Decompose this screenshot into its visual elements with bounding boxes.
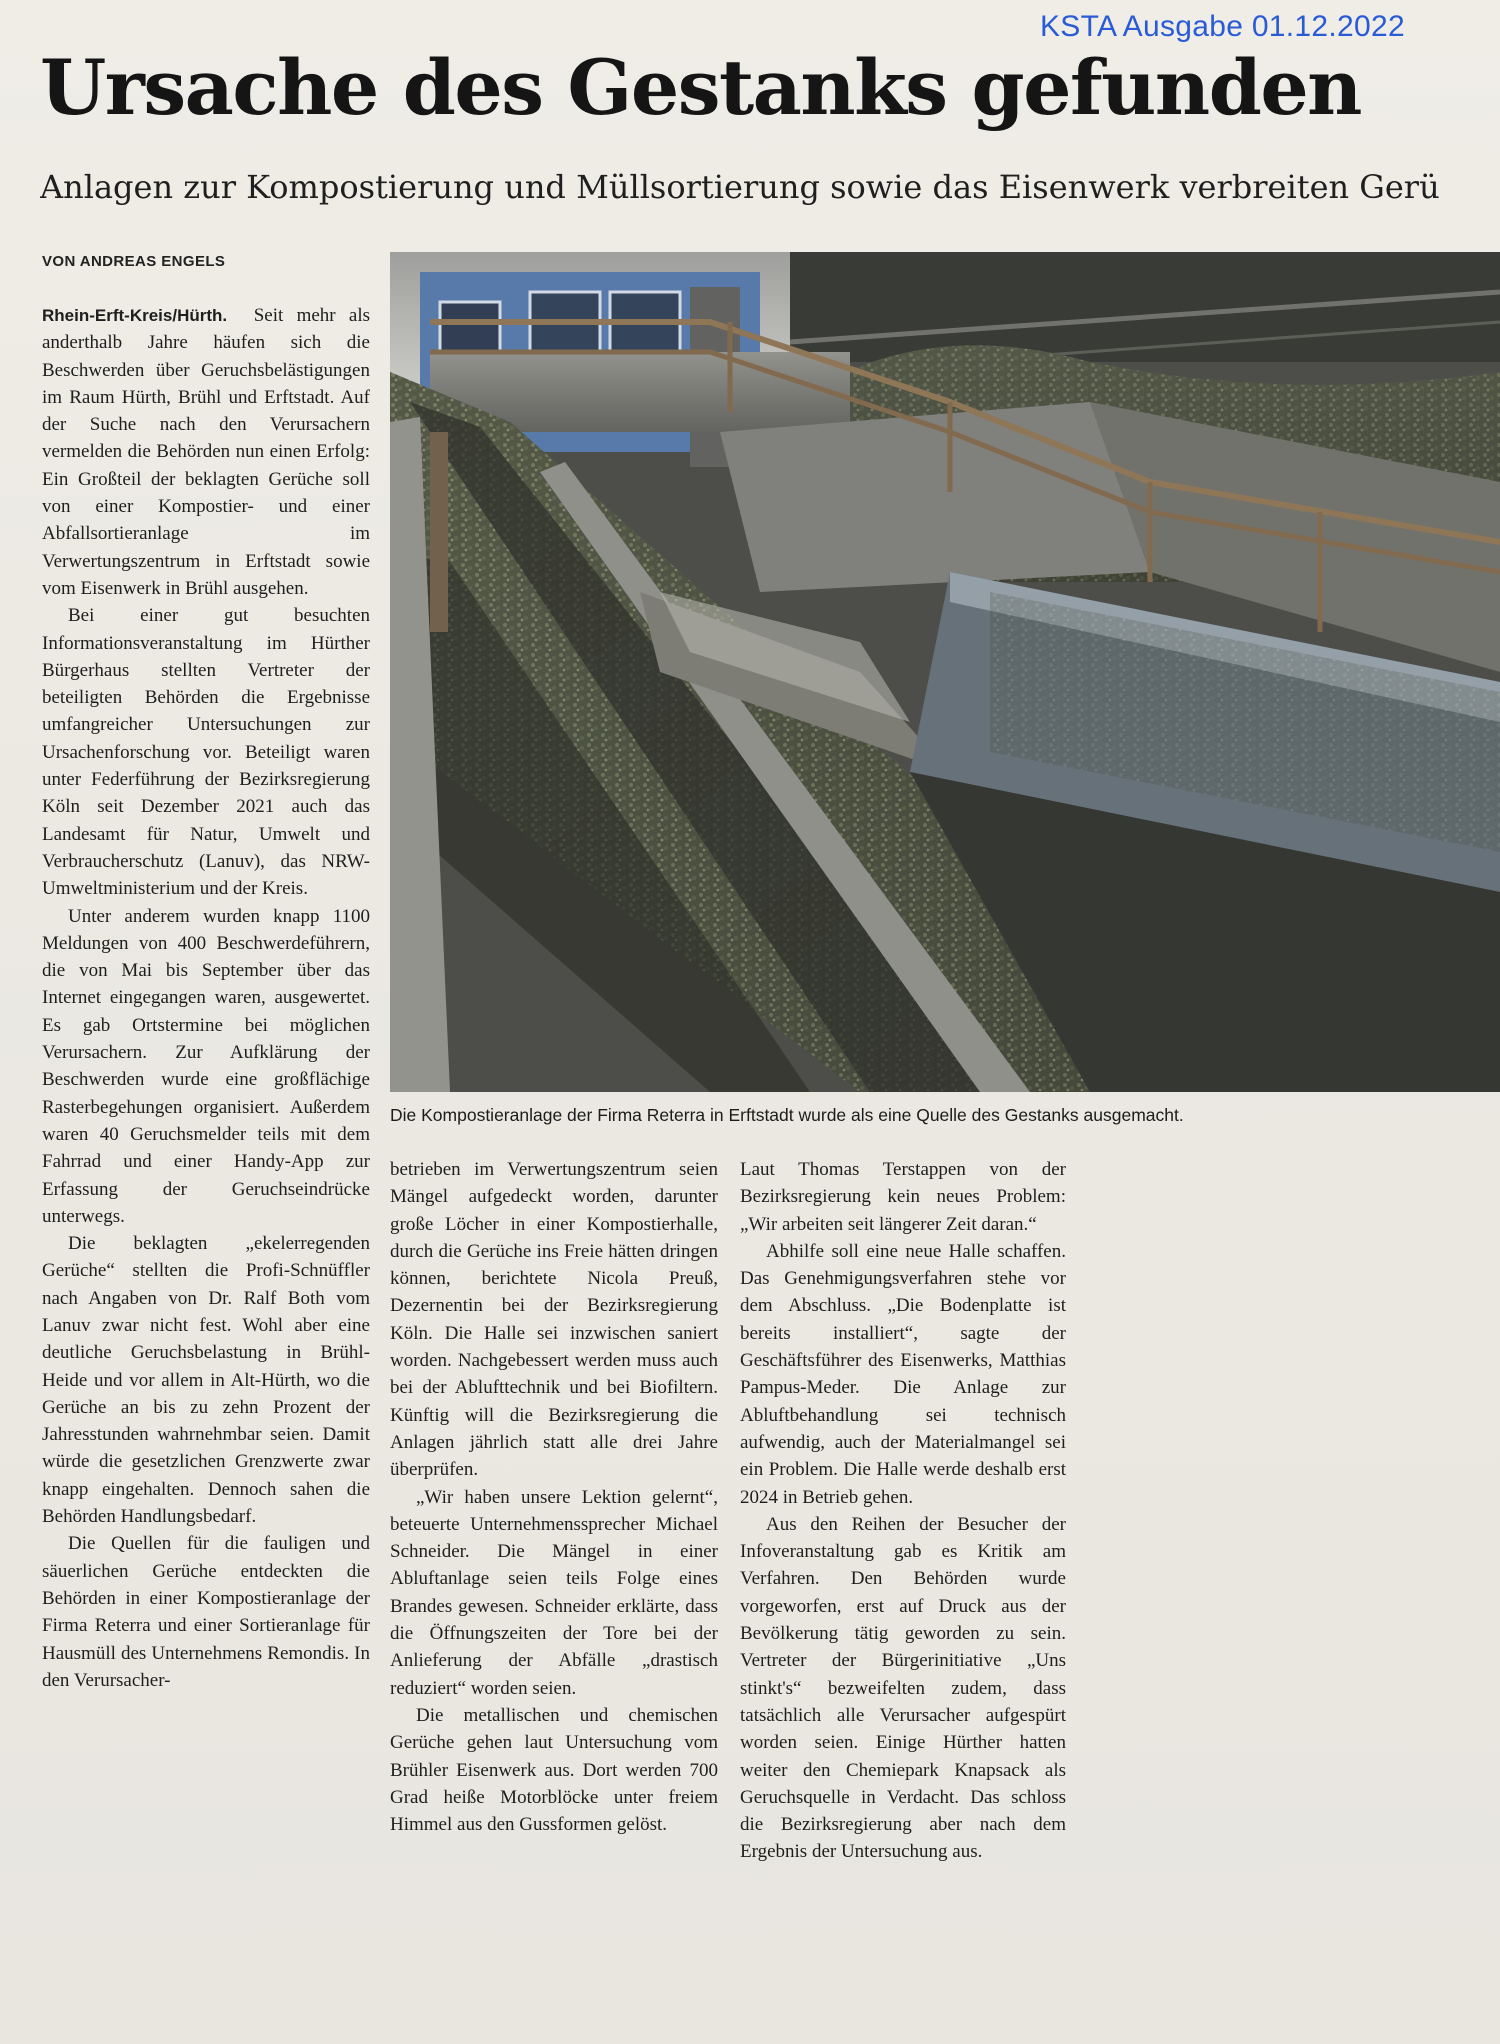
byline: VON ANDREAS ENGELS (42, 253, 226, 270)
headline: Ursache des Gestanks gefunden (40, 43, 1361, 132)
article-paragraph: betrieben im Verwertungszentrum seien Mängel aufgedeckt worden, darunter große Löcher in einer Kompostierhalle, durch die Gerüche ins Freie hätten dringen können, berichtete Nicola Preuß, Dezernentin bei der Bezirksregierung Köln. Die Halle sei inzwischen saniert worden. Nachgebessert werden muss auch bei der Ablufttechnik und bei Biofiltern. Künftig will die Bezirksregierung die Anlagen jährlich statt alle drei Jahre überprüfen. (390, 1159, 718, 1481)
edition-label: KSTA Ausgabe 01.12.2022 (1040, 10, 1405, 43)
subheadline: Anlagen zur Kompostierung und Müllsortierung sowie das Eisenwerk verbreiten Gerü (40, 168, 1440, 206)
article-paragraph: Die beklagten „ekelerregenden Gerüche“ stellten die Profi-Schnüffler nach Angaben von Dr. Ralf Both vom Lanuv zwar nicht fest. Wohl aber eine deutliche Geruchsbelastung in Brühl-Heide und vor allem in Alt-Hürth, wo die Gerüche an bis zu zehn Prozent der Jahresstunden wahrnehmbar seien. Damit würde die gesetzlichen Grenzwerte zwar knapp eingehalten. Dennoch sahen die Behörden Handlungsbedarf. (42, 1233, 370, 1528)
photo-caption: Die Kompostieranlage der Firma Reterra in Erftstadt wurde als eine Quelle des Gestanks ausgemacht. (390, 1105, 1184, 1125)
article-paragraph: Bei einer gut besuchten Informationsveranstaltung im Hürther Bürgerhaus stellten Vertreter der beteiligten Behörden die Ergebnisse umfangreicher Untersuchungen zur Ursachenforschung vor. Beteiligt waren unter Federführung der Bezirksregierung Köln seit Dezember 2021 auch das Landesamt für Natur, Umwelt und Verbraucherschutz (Lanuv), das NRW-Umweltministerium und der Kreis. (42, 605, 370, 900)
article-paragraph: Die metallischen und chemischen Gerüche gehen laut Untersuchung vom Brühler Eisenwerk aus. Dort werden 700 Grad heiße Motorblöcke unter freiem Himmel aus den Gussformen gelöst. (390, 1704, 718, 1836)
article-paragraph: Die Quellen für die fauligen und säuerlichen Gerüche entdeckten die Behörden in einer Kompostieranlage der Firma Reterra und einer Sortieranlage für Hausmüll des Unternehmens Remondis. In den Verursacher- (42, 1533, 370, 1691)
article-paragraph: Aus den Reihen der Besucher der Infoveranstaltung gab es Kritik am Verfahren. Den Behörden wurde vorgeworfen, erst auf Druck aus der Bevölkerung tätig geworden zu sein. Vertreter der Bürgerinitiative „Uns stinkt's“ bezweifelten zudem, dass tatsächlich alle Verursacher aufgespürt worden seien. Einige Hürther hatten weiter den Chemiepark Knapsack als Geruchsquelle in Verdacht. Das schloss die Bezirksregierung aber nach dem Ergebnis der Untersuchung aus. (740, 1513, 1066, 1863)
article-column-2 (390, 1156, 718, 1838)
article-photo (390, 252, 1500, 1092)
article-column-3 (740, 1156, 1066, 1866)
article-paragraph: „Wir haben unsere Lektion gelernt“, beteuerte Unternehmenssprecher Michael Schneider. Die Mängel in einer Abluftanlage seien teils Folge eines Brandes gewesen. Schneider erklärte, dass die Öffnungszeiten der Tore bei der Anlieferung der Abfälle „drastisch reduziert“ worden seien. (390, 1486, 718, 1699)
article-column-1 (42, 302, 370, 1694)
compost-plant-photo (390, 252, 1500, 1092)
dateline: Rhein-Erft-Kreis/Hürth. (42, 306, 228, 325)
article-paragraph: Unter anderem wurden knapp 1100 Meldungen von 400 Beschwerdeführern, die von Mai bis September über das Internet eingegangen waren, ausgewertet. Es gab Ortstermine bei möglichen Verursachern. Zur Aufklärung der Beschwerden wurde eine großflächige Rasterbegehungen organisiert. Außerdem waren 40 Geruchsmelder teils mit dem Fahrrad und einer Handy-App zur Erfassung der Geruchseindrücke unterwegs. (42, 905, 370, 1227)
article-paragraph: Laut Thomas Terstappen von der Bezirksregierung kein neues Problem: „Wir arbeiten seit längerer Zeit daran.“ (740, 1159, 1066, 1235)
article-paragraph: Rhein-Erft-Kreis/Hürth. Seit mehr als anderthalb Jahre häufen sich die Beschwerden über Geruchsbelästigungen im Raum Hürth, Brühl und Erftstadt. Auf der Suche nach den Verursachern vermelden die Behörden nun einen Erfolg: Ein Großteil der beklagten Gerüche soll von einer Kompostier- und einer Abfallsortieranlage im Verwertungszentrum in Erftstadt sowie vom Eisenwerk in Brühl ausgehen. (42, 305, 371, 599)
article-paragraph: Abhilfe soll eine neue Halle schaffen. Das Genehmigungsverfahren stehe vor dem Abschluss. „Die Bodenplatte ist bereits installiert“, sagte der Geschäftsführer des Eisenwerks, Matthias Pampus-Meder. Die Anlage zur Abluftbehandlung sei technisch aufwendig, auch der Materialmangel sei ein Problem. Die Halle werde deshalb erst 2024 in Betrieb gehen. (740, 1240, 1066, 1508)
